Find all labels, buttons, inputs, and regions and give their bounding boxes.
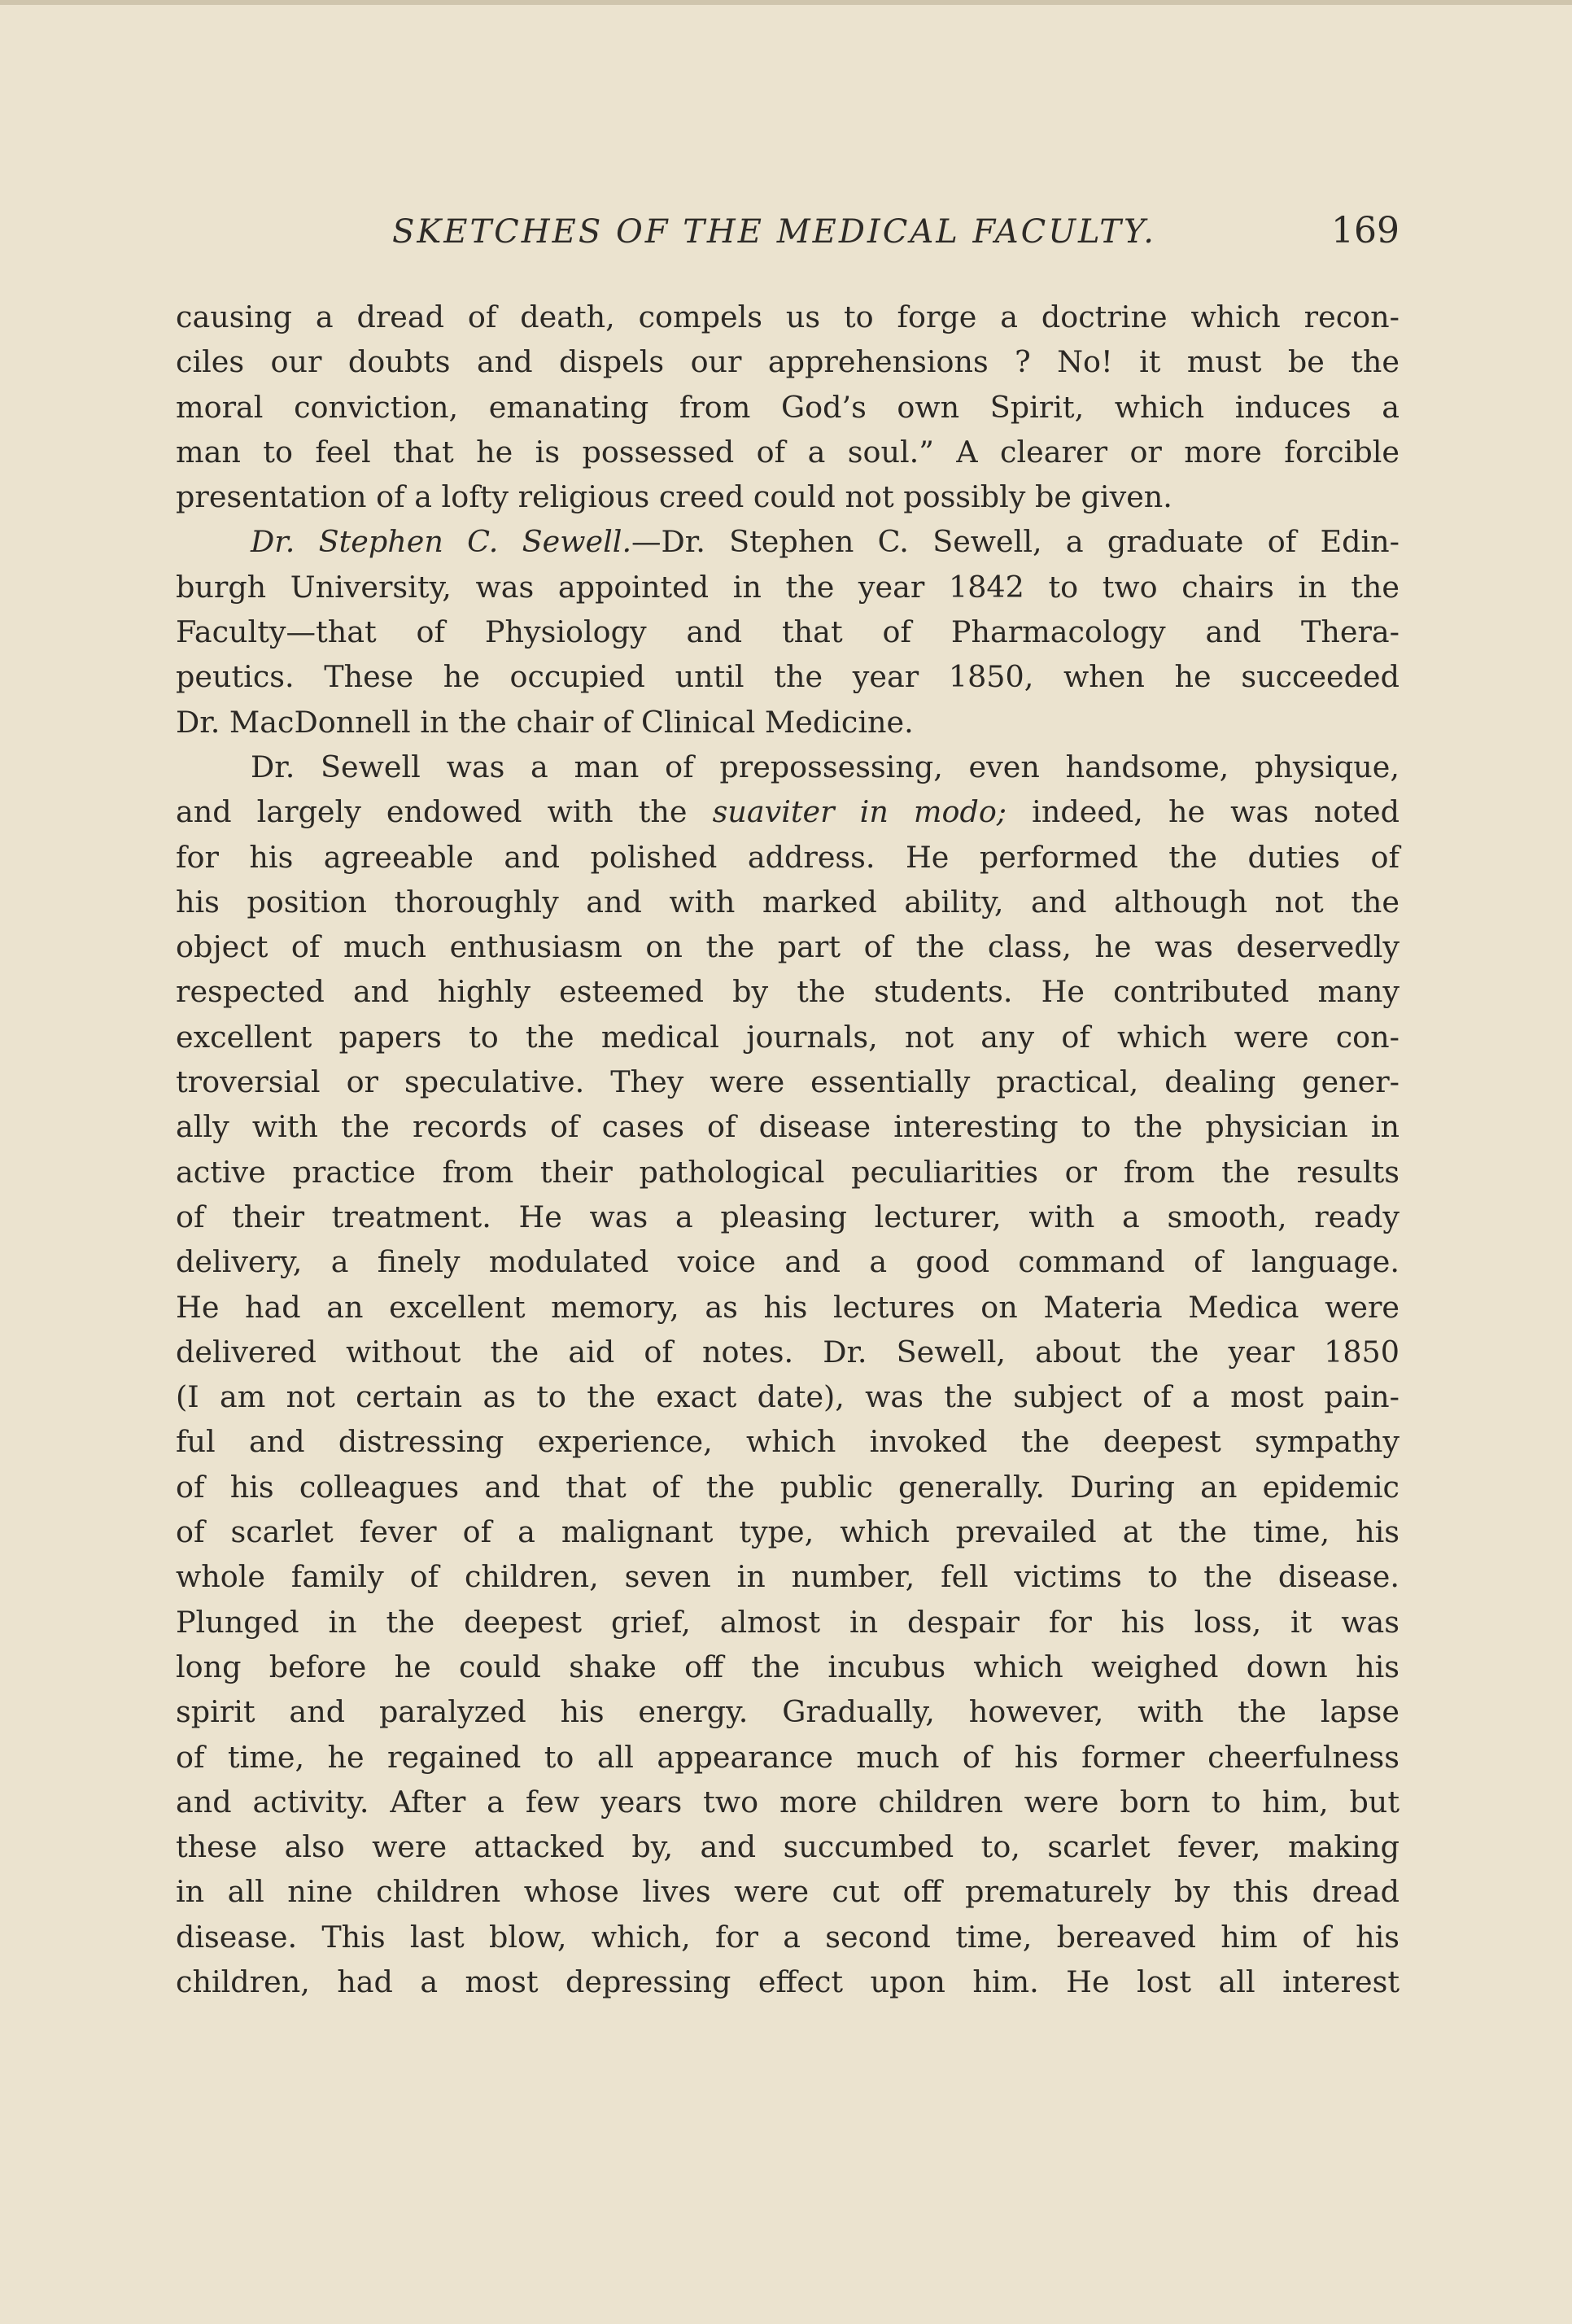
text-line: of their treatment. He was a pleasing lecturer, with a smooth, ready [176, 1199, 1400, 1234]
text-line: for his agreeable and polished address. He performed the duties of [176, 839, 1400, 875]
text-line: disease. This last blow, which, for a second time, bereaved him of his [176, 1919, 1400, 1955]
text-line: ally with the records of cases of disease interesting to the physician in [176, 1109, 1400, 1145]
body-text [176, 295, 1400, 2004]
text-line: Dr. Sewell was a man of prepossessing, even handsome, physique, [251, 749, 1400, 784]
text-line: long before he could shake off the incubus which weighed down his [176, 1649, 1400, 1684]
text-line: troversial or speculative. They were essentially practical, dealing gener- [176, 1064, 1400, 1100]
text-line: and activity. After a few years two more children were born to him, but [176, 1784, 1400, 1819]
section-heading-rest: —Dr. Stephen C. Sewell, a graduate of Edin- [631, 524, 1400, 560]
text-line: Faculty—that of Physiology and that of Pharmacology and Thera- [176, 614, 1400, 650]
text-line: (I am not certain as to the exact date), was the subject of a most pain- [176, 1379, 1400, 1415]
text-line: Dr. MacDonnell in the chair of Clinical Medicine. [176, 704, 914, 740]
text-line: burgh University, was appointed in the year 1842 to two chairs in the [176, 569, 1400, 605]
text-line: children, had a most depressing effect upon him. He lost all interest [176, 1964, 1400, 1999]
text-line: of scarlet fever of a malignant type, which prevailed at the time, his [176, 1514, 1400, 1550]
text-line: He had an excellent memory, as his lectures on Materia Medica were [176, 1289, 1400, 1325]
text-fragment: indeed, he was noted [1032, 794, 1400, 830]
text-line-with-italic [176, 789, 1400, 834]
running-head-title: SKETCHES OF THE MEDICAL FACULTY. [392, 213, 1156, 251]
text-line: in all nine children whose lives were cut off prematurely by this dread [176, 1874, 1400, 1910]
text-line: respected and highly esteemed by the students. He contributed many [176, 974, 1400, 1010]
text-line-section-heading [176, 519, 1400, 564]
text-fragment: and largely endowed with the [176, 794, 688, 830]
text-line: of his colleagues and that of the public generally. During an epidemic [176, 1469, 1400, 1505]
text-line: causing a dread of death, compels us to forge a doctrine which recon- [176, 299, 1400, 334]
text-line: ciles our doubts and dispels our apprehensions ? No! it must be the [176, 344, 1400, 380]
text-line: whole family of children, seven in number, fell victims to the disease. [176, 1559, 1400, 1595]
text-line: spirit and paralyzed his energy. Gradually, however, with the lapse [176, 1694, 1400, 1730]
section-heading-name: Dr. Stephen C. Sewell. [251, 524, 632, 560]
latin-phrase: suaviter in modo; [712, 794, 1007, 830]
text-line: Plunged in the deepest grief, almost in despair for his loss, it was [176, 1604, 1400, 1640]
text-line: of time, he regained to all appearance much of his former cheerfulness [176, 1739, 1400, 1775]
text-line: delivered without the aid of notes. Dr. Sewell, about the year 1850 [176, 1334, 1400, 1370]
text-line: delivery, a finely modulated voice and a good command of language. [176, 1244, 1400, 1280]
text-line: excellent papers to the medical journals, not any of which were con- [176, 1019, 1400, 1055]
text-line: object of much enthusiasm on the part of the class, he was deservedly [176, 929, 1400, 965]
page-number: 169 [1331, 210, 1400, 251]
text-line: presentation of a lofty religious creed could not possibly be given. [176, 479, 1172, 515]
text-line: his position thoroughly and with marked ability, and although not the [176, 884, 1400, 920]
text-line: man to feel that he is possessed of a soul.” A clearer or more forcible [176, 434, 1400, 470]
text-line: peutics. These he occupied until the year 1850, when he succeeded [176, 659, 1400, 695]
text-line: ful and distressing experience, which invoked the deepest sympathy [176, 1424, 1400, 1460]
page-top-edge [0, 0, 1572, 5]
text-line: moral conviction, emanating from God’s own Spirit, which induces a [176, 389, 1400, 425]
text-line: these also were attacked by, and succumbed to, scarlet fever, making [176, 1829, 1400, 1865]
text-line: active practice from their pathological peculiarities or from the results [176, 1154, 1400, 1190]
